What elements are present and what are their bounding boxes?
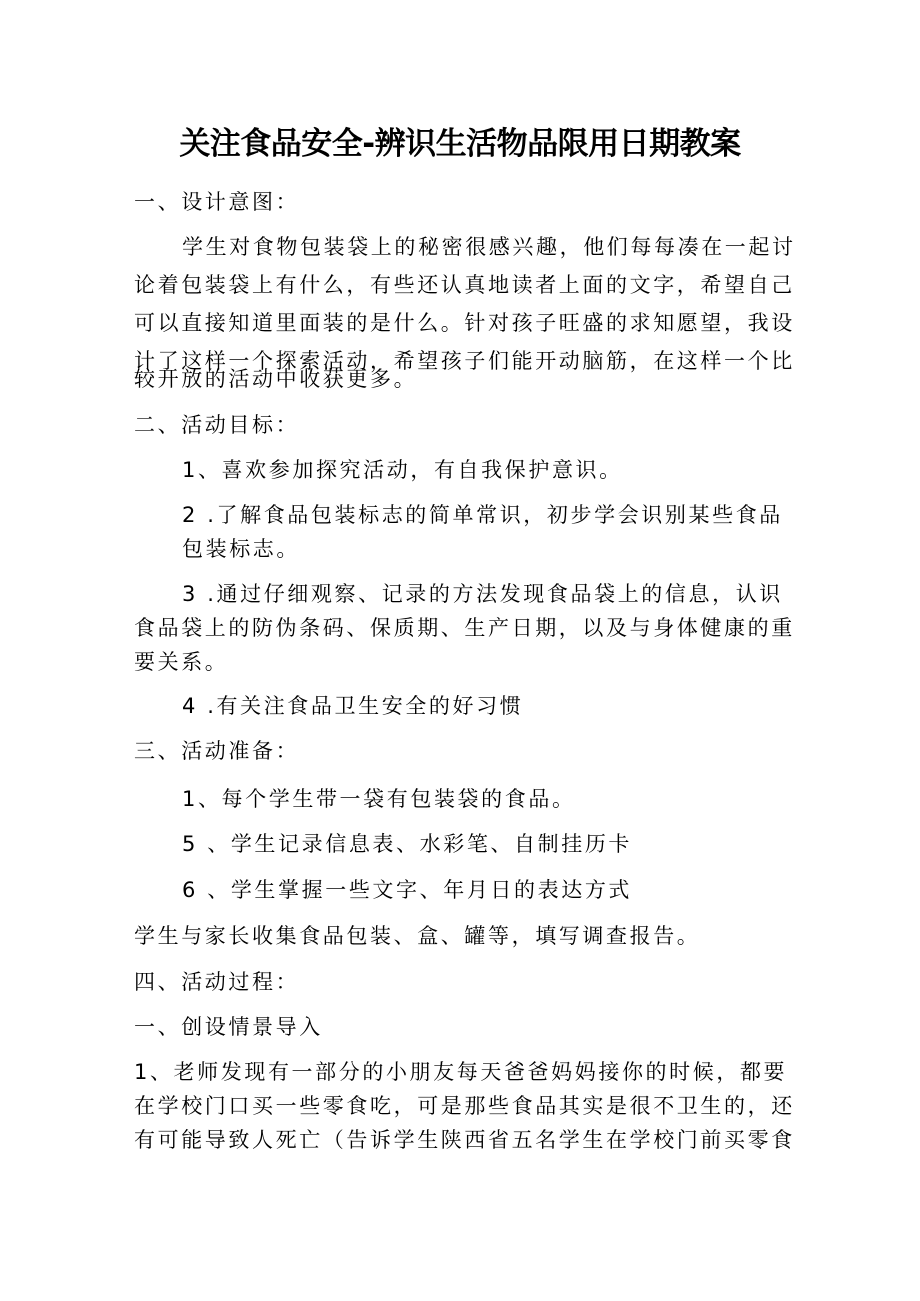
section-heading-process: 四、活动过程： xyxy=(134,970,300,994)
document-title: 关注食品安全-辨识生活物品限用日期教案 xyxy=(179,126,741,162)
paragraph-line: 在学校门口买一些零食吃，可是那些食品其实是很不卫生的，还 xyxy=(134,1094,795,1118)
paragraph-line: 学生与家长收集食品包装、盒、罐等，填写调查报告。 xyxy=(134,924,701,948)
list-item: 1、喜欢参加探究活动，有自我保护意识。 xyxy=(182,458,623,482)
paragraph-line: 有可能导致人死亡（告诉学生陕西省五名学生在学校门前买零食 xyxy=(134,1128,795,1152)
paragraph-line: 论着包装袋上有什么，有些还认真地读者上面的文字，希望自己 xyxy=(134,273,795,297)
list-item-continuation: 要关系。 xyxy=(134,650,229,674)
list-item-continuation: 包装标志。 xyxy=(182,537,300,561)
list-item: 2 .了解食品包装标志的简单常识，初步学会识别某些食品 xyxy=(182,503,783,527)
section-heading-design: 一、设计意图： xyxy=(134,190,300,214)
list-item: 6 、学生掌握一些文字、年月日的表达方式 xyxy=(182,878,633,902)
list-item-continuation: 食品袋上的防伪条码、保质期、生产日期，以及与身体健康的重 xyxy=(134,616,795,640)
paragraph-line: 较开放的活动中收获更多。 xyxy=(134,367,418,391)
paragraph-line: 可以直接知道里面装的是什么。针对孩子旺盛的求知愿望，我设 xyxy=(134,311,795,335)
paragraph-line: 学生对食物包装袋上的秘密很感兴趣，他们每每凑在一起讨 xyxy=(182,235,796,259)
section-heading-goals: 二、活动目标： xyxy=(134,413,300,437)
paragraph-line: 计了这样一个探索活动，希望孩子们能开动脑筋，在这样一个比 xyxy=(134,349,795,373)
list-item: 4 .有关注食品卫生安全的好习惯 xyxy=(182,694,524,718)
section-heading-prep: 三、活动准备： xyxy=(134,739,300,763)
list-item: 5 、学生记录信息表、水彩笔、自制挂历卡 xyxy=(182,832,633,856)
subsection-heading: 一、创设情景导入 xyxy=(134,1015,323,1039)
list-item: 3 .通过仔细观察、记录的方法发现食品袋上的信息，认识 xyxy=(182,582,783,606)
list-item: 1、每个学生带一袋有包装袋的食品。 xyxy=(182,787,576,811)
paragraph-line: 1、老师发现有一部分的小朋友每天爸爸妈妈接你的时候，都要 xyxy=(134,1060,788,1084)
